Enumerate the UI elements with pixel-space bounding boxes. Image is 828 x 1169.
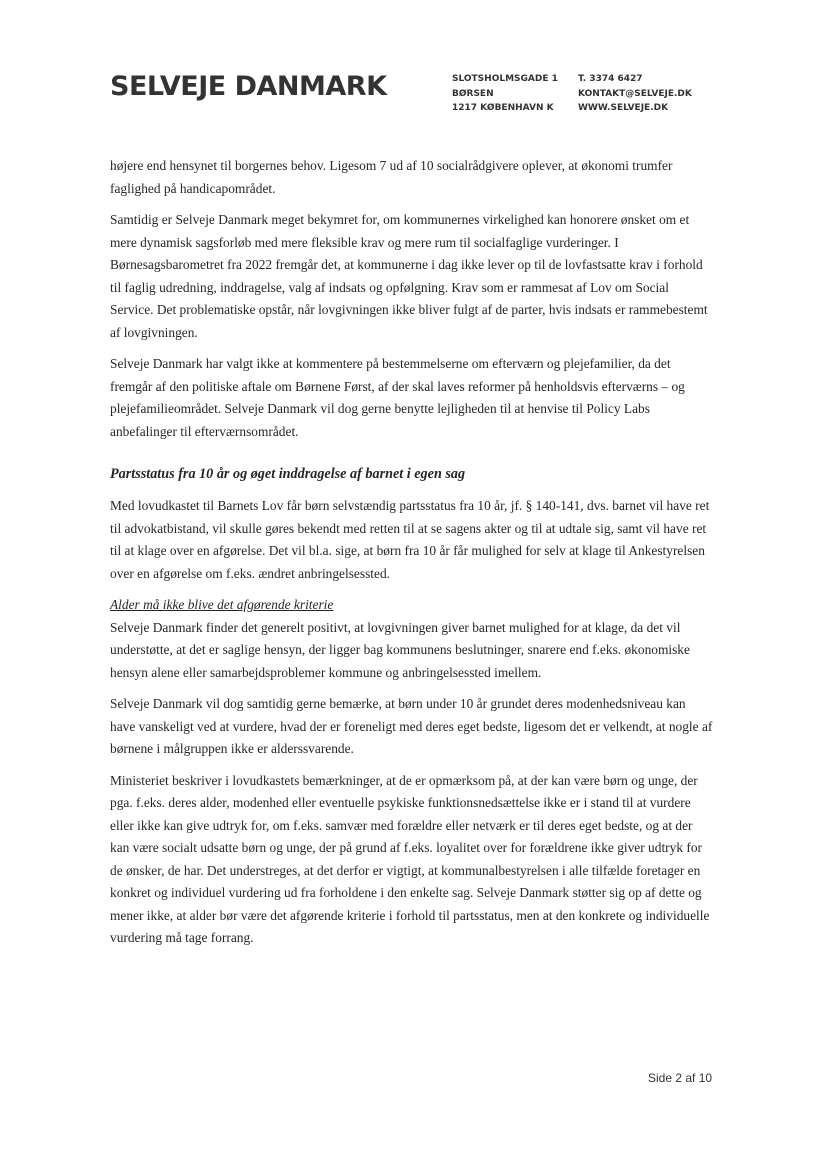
phone: T. 3374 6427	[578, 74, 643, 84]
address-line: BØRSEN	[452, 88, 494, 99]
paragraph: højere end hensynet til borgernes behov. Ligesom 7 ud af 10 socialrådgivere oplever, at økonomi trumfer faglighed på handicapområdet.	[110, 158, 673, 196]
paragraph: Selveje Danmark vil dog samtidig gerne bemærke, at børn under 10 år grundet deres modenhedsniveau kan have vanskeligt ved at vurdere, hvad der er foreneligt med deres eget bedste, ligesom det er velkendt, at nogle af børnene i målgruppen ikke er alderssvarende.	[110, 696, 713, 756]
paragraph: Med lovudkastet til Barnets Lov får børn selvstændig partsstatus fra 10 år, jf. § 140-141, dvs. barnet vil have ret til advokatbistand, vil skulle gøres bekendt med retten til at se sagens akter og til at udtale sig, samt vil have ret til at klage over en afgørelse. Det vil bl.a. sige, at børn fra 10 år får mulighed for selv at klage til Ankestyrelsen over en afgørelse om f.eks. ændret anbringelsessted.	[110, 498, 710, 581]
paragraph: Ministeriet beskriver i lovudkastets bemærkninger, at de er opmærksom på, at der kan være børn og unge, der pga. f.eks. deres alder, modenhed eller eventuelle psykiske funktionsnedsættelse ikke er i stand til at vurdere eller ikke kan give udtryk for, om f.eks. samvær med forældre eller netværk er til deres eget bedste, og at der kan være socialt udsatte børn og unge, der på grund af f.eks. loyalitet over for forældrene ikke giver udtryk for de ønsker, de har. Det understreges, at det derfor er vigtigt, at kommunalbestyrelsen i alle tilfælde foretager en konkret og individuel vurdering ud fra forholdene i den enkelte sag. Selveje Danmark støtter sig op af dette og mener ikke, at alder bør være det afgørende kriterie i forhold til partsstatus, men at den konkrete og individuelle vurdering må tage forrang.	[110, 772, 710, 945]
contact-block	[578, 72, 692, 116]
section-heading: Partsstatus fra 10 år og øget inddragelse af barnet i egen sag	[110, 466, 466, 482]
document-body	[110, 155, 714, 959]
paragraph: Selveje Danmark har valgt ikke at kommentere på bestemmelserne om efterværn og plejefamilier, da det fremgår af den politiske aftale om Børnene Først, af der skal laves reformer på henholdsvis efterværns – og plejefamilieområdet. Selveje Danmark vil dog gerne benytte lejligheden til at henvise til Policy Labs anbefalinger til efterværnsområdet.	[110, 356, 685, 439]
paragraph: Selveje Danmark finder det generelt positivt, at lovgivningen giver barnet mulighed for at klage, da det vil understøtte, at det er saglige hensyn, der ligger bag kommunens beslutninger, snarere end f.eks. økonomiske hensyn alene eller samarbejdsproblemer kommune og anbringelsessted imellem.	[110, 619, 690, 680]
subheading: Alder må ikke blive det afgørende kriterie	[110, 597, 334, 612]
email: KONTAKT@SELVEJE.DK	[578, 88, 692, 99]
address-block	[452, 72, 558, 116]
paragraph: Samtidig er Selveje Danmark meget bekymret for, om kommunernes virkelighed kan honorere ønsket om et mere dynamisk sagsforløb med mere fleksible krav og mere rum til socialfaglige vurderinger. I Børnesagsbarometret fra 2022 fremgår det, at kommunerne i dag ikke lever op til de lovfastsatte krav i forhold til faglig udredning, inddragelse, valg af indsats og opfølgning. Krav som er rammesat af Lov om Social Service. Det problematiske opstår, når lovgivningen ikke bliver fulgt af de parter, hvis indsats er rammebestemt af lovgivningen.	[110, 212, 708, 340]
letterhead	[0, 0, 828, 130]
website: WWW.SELVEJE.DK	[578, 103, 669, 113]
logo: SELVEJE DANMARK	[110, 71, 387, 102]
address-line: SLOTSHOLMSGADE 1	[452, 74, 558, 84]
page-number: Side 2 af 10	[648, 1071, 713, 1085]
address-line: 1217 KØBENHAVN K	[452, 103, 554, 113]
